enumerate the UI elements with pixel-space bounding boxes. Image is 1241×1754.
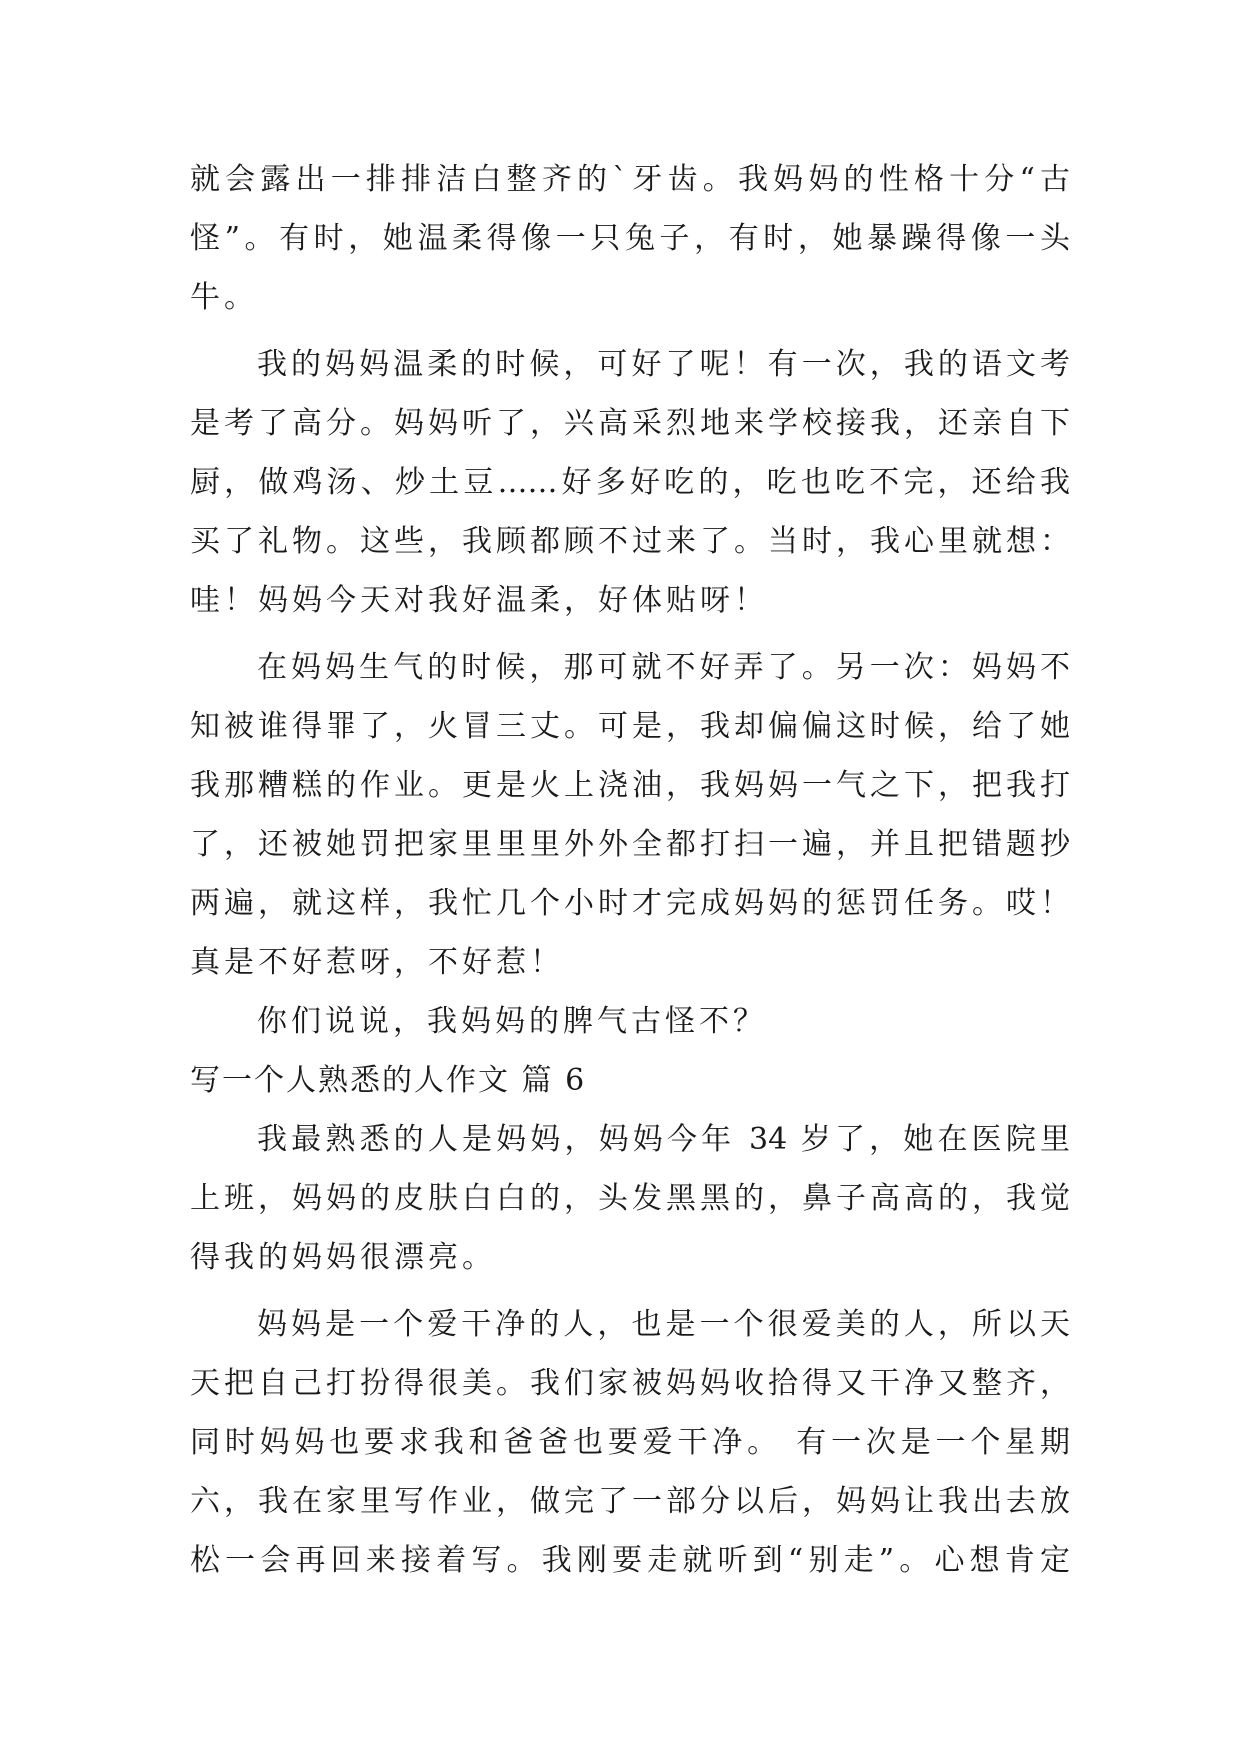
text-line: 六，我在家里写作业，做完了一部分以后，妈妈让我出去放 — [190, 1484, 1070, 1519]
text-line: 哇！妈妈今天对我好温柔，好体贴呀！ — [190, 583, 768, 618]
text-line: 得我的妈妈很漂亮。 — [190, 1240, 496, 1275]
text-line: 买了礼物。这些，我顾都顾不过来了。当时，我心里就想： — [190, 524, 1070, 559]
text-line: 我最熟悉的人是妈妈，妈妈今年 34 岁了，她在医院里 — [257, 1122, 1070, 1157]
text-line: 了，还被她罚把家里里里外外全都打扫一遍，并且把错题抄 — [190, 827, 1070, 862]
paragraph — [190, 150, 1070, 327]
text-line: 就会露出一排排洁白整齐的`牙齿。我妈妈的性格十分“古 — [190, 162, 1070, 197]
text-line: 上班，妈妈的皮肤白白的，头发黑黑的，鼻子高高的，我觉 — [190, 1181, 1070, 1216]
text-line: 两遍，就这样，我忙几个小时才完成妈妈的惩罚任务。哎！ — [190, 886, 1070, 921]
paragraph — [190, 335, 1070, 630]
paragraph — [190, 1110, 1070, 1287]
text-line: 怪”。有时，她温柔得像一只兔子，有时，她暴躁得像一头 — [190, 221, 1070, 256]
paragraph — [190, 638, 1070, 992]
document-page — [190, 150, 1070, 1590]
section-heading: 写一个人熟悉的人作文 篇 6 — [190, 1063, 587, 1098]
text-line: 牛。 — [190, 280, 258, 315]
text-line: 我那糟糕的作业。更是火上浇油，我妈妈一气之下，把我打 — [190, 768, 1070, 803]
paragraph — [190, 992, 1070, 1051]
text-line: 松一会再回来接着写。我刚要走就听到“别走”。心想肯定 — [190, 1543, 1070, 1578]
text-line: 在妈妈生气的时候，那可就不好弄了。另一次：妈妈不 — [257, 650, 1070, 685]
text-line: 知被谁得罪了，火冒三丈。可是，我却偏偏这时候，给了她 — [190, 709, 1070, 744]
text-line: 真是不好惹呀，不好惹！ — [190, 945, 564, 980]
text-line: 同时妈妈也要求我和爸爸也要爱干净。 有一次是一个星期 — [190, 1425, 1070, 1460]
paragraph — [190, 1295, 1070, 1590]
text-line: 是考了高分。妈妈听了，兴高采烈地来学校接我，还亲自下 — [190, 406, 1070, 441]
text-line: 妈妈是一个爱干净的人，也是一个很爱美的人，所以天 — [257, 1307, 1070, 1342]
text-line: 厨，做鸡汤、炒土豆……好多好吃的，吃也吃不完，还给我 — [190, 465, 1070, 500]
text-line: 你们说说，我妈妈的脾气古怪不？ — [257, 1004, 767, 1039]
text-line: 我的妈妈温柔的时候，可好了呢！有一次，我的语文考 — [257, 347, 1070, 382]
text-line: 天把自己打扮得很美。我们家被妈妈收拾得又干净又整齐， — [190, 1366, 1070, 1401]
